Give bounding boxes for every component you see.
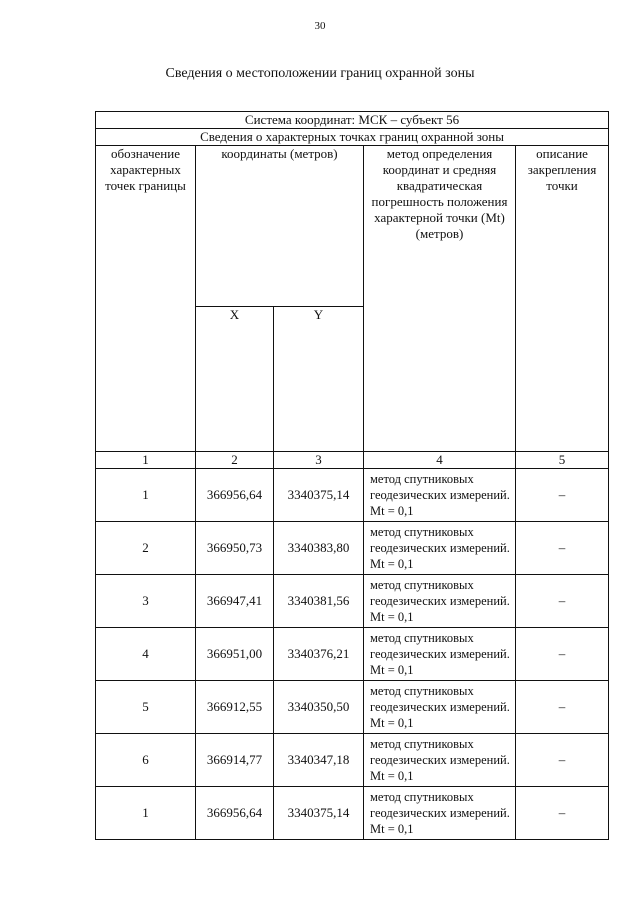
point-cell: 3 <box>96 575 196 628</box>
x-coordinate-cell: 366947,41 <box>196 575 274 628</box>
page-number: 30 <box>314 20 326 32</box>
x-coordinate-cell: 366912,55 <box>196 681 274 734</box>
column-number-5: 5 <box>516 452 609 469</box>
column-number-3: 3 <box>274 452 364 469</box>
point-cell: 2 <box>96 522 196 575</box>
point-cell: 6 <box>96 734 196 787</box>
header-coordinates: координаты (метров) <box>196 146 364 307</box>
description-cell: – <box>516 787 609 840</box>
method-cell: метод спутниковых геодезических измерений. Mt = 0,1 <box>364 681 516 734</box>
description-cell: – <box>516 681 609 734</box>
table-subtitle-cell: Сведения о характерных точках границ охранной зоны <box>96 129 609 146</box>
y-coordinate-cell: 3340350,50 <box>274 681 364 734</box>
x-coordinate-cell: 366951,00 <box>196 628 274 681</box>
description-cell: – <box>516 522 609 575</box>
description-cell: – <box>516 575 609 628</box>
description-cell: – <box>516 628 609 681</box>
x-coordinate-cell: 366956,64 <box>196 469 274 522</box>
table-row <box>96 787 609 840</box>
method-cell: метод спутниковых геодезических измерений. Mt = 0,1 <box>364 575 516 628</box>
table-row <box>96 628 609 681</box>
method-cell: метод спутниковых геодезических измерений. Mt = 0,1 <box>364 734 516 787</box>
y-coordinate-cell: 3340347,18 <box>274 734 364 787</box>
method-cell: метод спутниковых геодезических измерений. Mt = 0,1 <box>364 628 516 681</box>
y-coordinate-cell: 3340381,56 <box>274 575 364 628</box>
header-method: метод определения координат и средняя квадратическая погрешность положения характерной точки (Mt) (метров) <box>364 146 516 452</box>
description-cell: – <box>516 734 609 787</box>
table-row <box>96 575 609 628</box>
header-x: X <box>196 307 274 452</box>
document-title: Сведения о местоположении границ охранной зоны <box>165 66 475 81</box>
point-cell: 1 <box>96 787 196 840</box>
point-cell: 5 <box>96 681 196 734</box>
method-cell: метод спутниковых геодезических измерений. Mt = 0,1 <box>364 469 516 522</box>
method-cell: метод спутниковых геодезических измерений. Mt = 0,1 <box>364 787 516 840</box>
header-y: Y <box>274 307 364 452</box>
x-coordinate-cell: 366914,77 <box>196 734 274 787</box>
header-designation: обозначение характерных точек границы <box>96 146 196 452</box>
point-cell: 1 <box>96 469 196 522</box>
x-coordinate-cell: 366956,64 <box>196 787 274 840</box>
table-row <box>96 522 609 575</box>
y-coordinate-cell: 3340375,14 <box>274 787 364 840</box>
point-cell: 4 <box>96 628 196 681</box>
coordinate-system-cell: Система координат: МСК – субъект 56 <box>96 112 609 129</box>
y-coordinate-cell: 3340376,21 <box>274 628 364 681</box>
table-row <box>96 734 609 787</box>
header-description: описание закрепления точки <box>516 146 609 452</box>
boundary-points-table <box>95 111 609 840</box>
y-coordinate-cell: 3340383,80 <box>274 522 364 575</box>
description-cell: – <box>516 469 609 522</box>
table-row <box>96 469 609 522</box>
table-row <box>96 681 609 734</box>
column-number-2: 2 <box>196 452 274 469</box>
y-coordinate-cell: 3340375,14 <box>274 469 364 522</box>
column-number-4: 4 <box>364 452 516 469</box>
column-number-1: 1 <box>96 452 196 469</box>
method-cell: метод спутниковых геодезических измерений. Mt = 0,1 <box>364 522 516 575</box>
x-coordinate-cell: 366950,73 <box>196 522 274 575</box>
